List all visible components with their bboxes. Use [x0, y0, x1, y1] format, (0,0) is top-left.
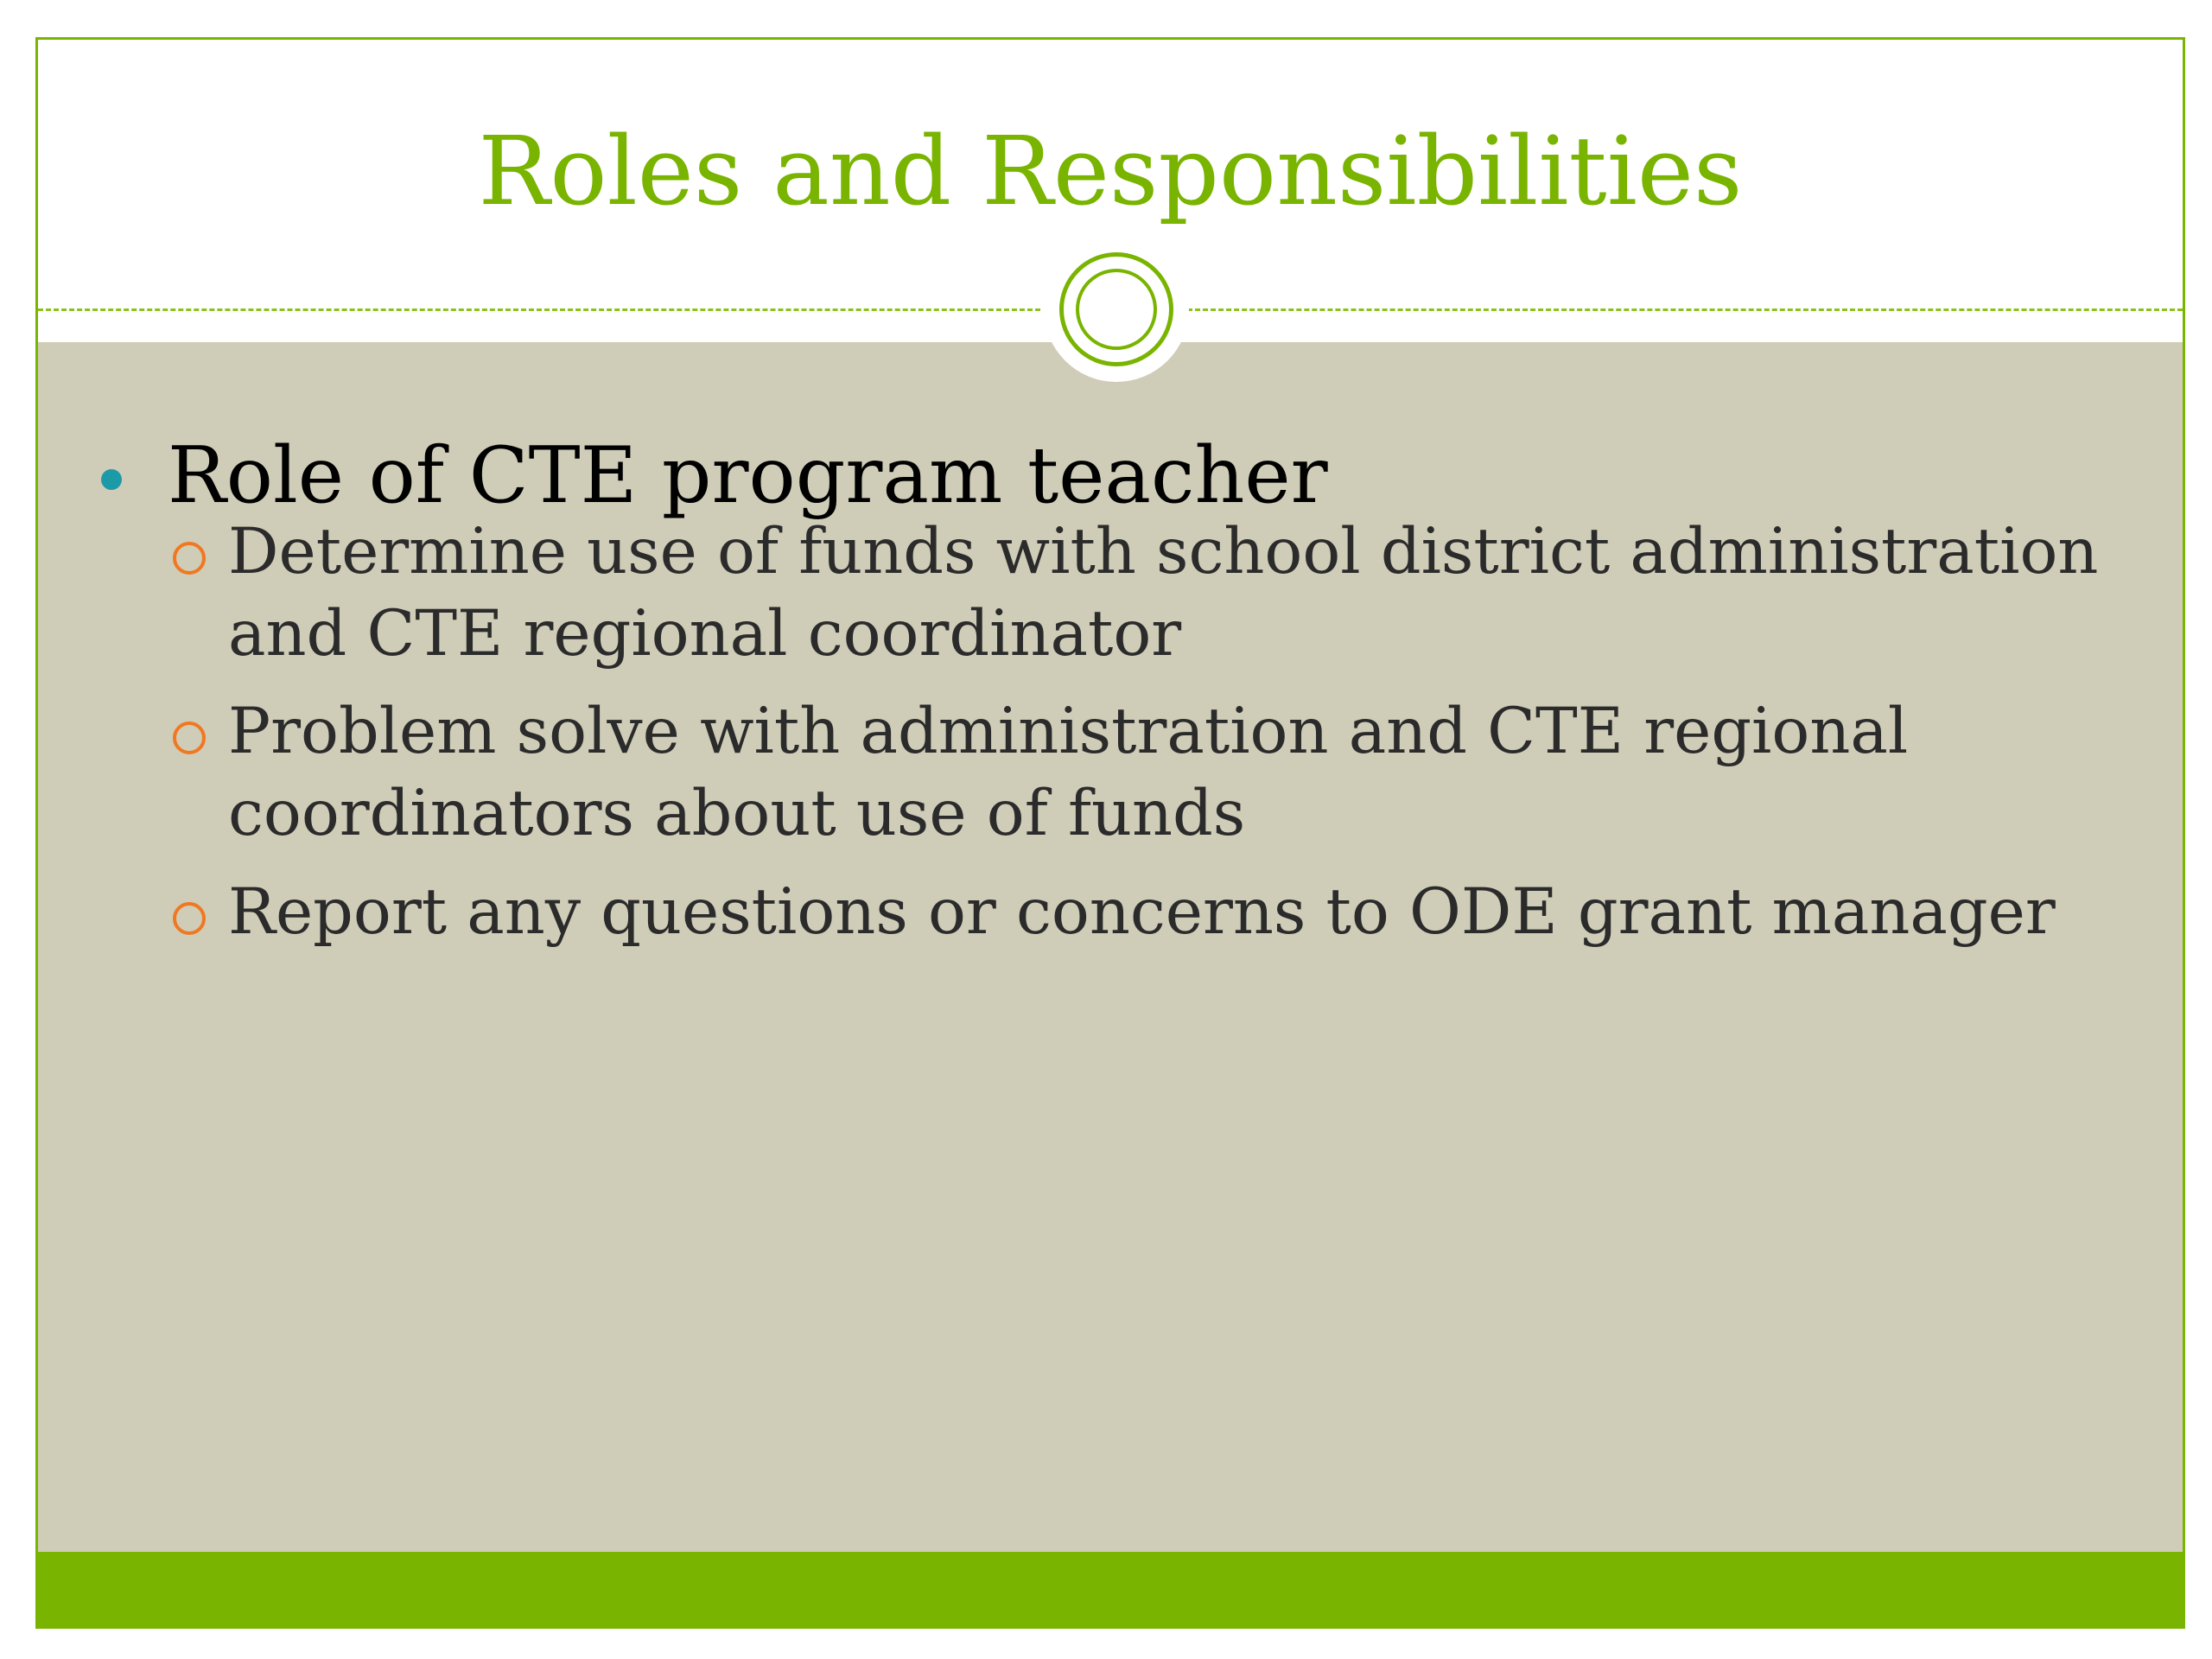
sub-bullet-item	[228, 690, 2164, 855]
bullet-level1: Role of CTE program teacher	[168, 430, 1328, 521]
sub-bullet-text: Report any questions or concerns to ODE grant manager	[228, 875, 2056, 949]
title-divider-right	[1187, 308, 2183, 311]
sub-bullet-item	[228, 871, 2164, 953]
double-ring-icon	[1059, 252, 1173, 366]
footer-bar	[38, 1552, 2183, 1626]
sub-bullet-text: Problem solve with administration and CTE regional coordinators about use of funds	[228, 695, 1909, 850]
hollow-circle-icon	[173, 902, 206, 935]
hollow-circle-icon	[173, 542, 206, 575]
slide-title: Roles and Responsibilities	[478, 116, 1743, 226]
hollow-circle-icon	[173, 721, 206, 754]
slide	[35, 37, 2185, 1629]
sub-bullet-text: Determine use of funds with school district administration and CTE regional coordinator	[228, 515, 2099, 671]
sub-bullet-item	[228, 511, 2164, 675]
content-area	[38, 342, 2183, 1552]
title-divider-left	[38, 308, 1040, 311]
inner-ring	[1076, 269, 1157, 350]
filled-dot-icon	[101, 469, 122, 490]
